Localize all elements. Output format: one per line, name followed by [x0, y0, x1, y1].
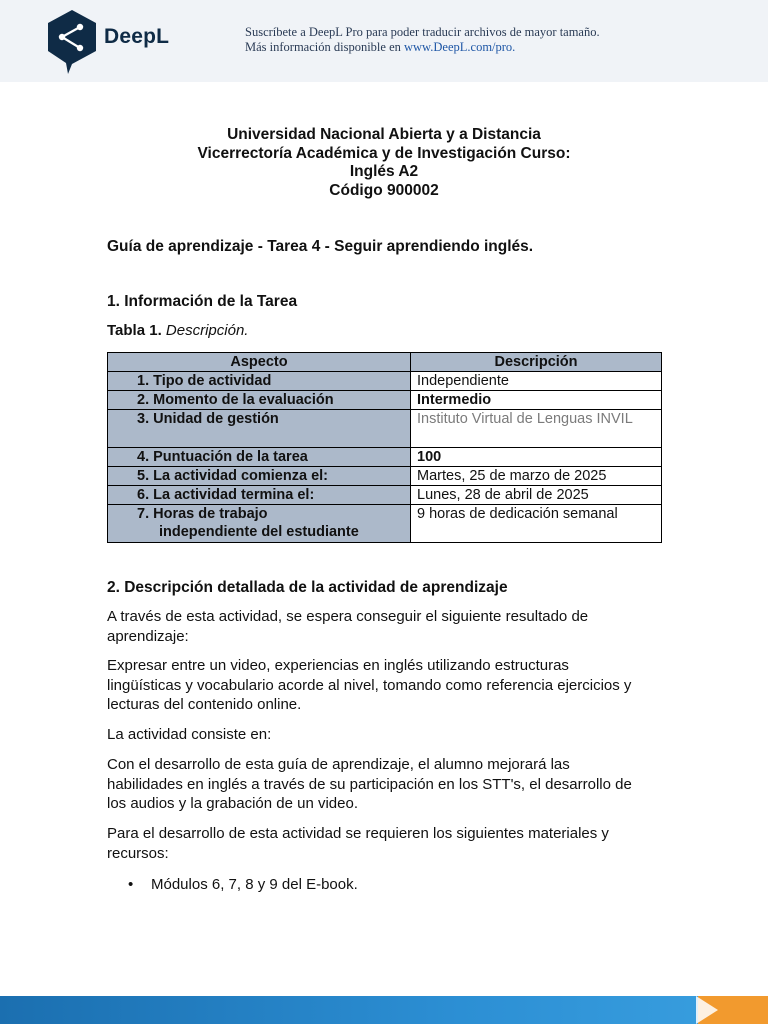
- description-cell: Independiente: [411, 372, 662, 391]
- bullet-icon: •: [128, 876, 134, 893]
- brand-name: DeepL: [104, 25, 170, 48]
- guide-title: Guía de aprendizaje - Tarea 4 - Seguir aprendiendo inglés.: [107, 238, 534, 255]
- course-code: Código 900002: [329, 182, 439, 199]
- promo-text: [245, 25, 600, 55]
- table-row: [108, 372, 662, 391]
- aspect-line-2: independiente del estudiante: [159, 524, 359, 540]
- aspect-cell: 2. Momento de la evaluación: [108, 391, 411, 410]
- aspect-cell: 5. La actividad comienza el:: [108, 467, 411, 486]
- description-cell: Intermedio: [411, 391, 662, 410]
- table-row: [108, 505, 662, 543]
- aspect-line-1: 7. Horas de trabajo: [137, 506, 268, 522]
- promo-link[interactable]: www.DeepL.com/pro.: [404, 40, 516, 54]
- column-header-description: Descripción: [411, 353, 662, 372]
- footer-arrow-shape: [696, 996, 718, 1024]
- task-info-table: [107, 352, 662, 543]
- list-item: [128, 875, 358, 895]
- table-caption: [107, 321, 248, 341]
- paragraph-activity-description: Con el desarrollo de esta guía de aprendizaje, el alumno mejorará las habilidades en inglés a través de su participación en los STT's, el desarrollo de los audios y la grabación de un video.: [107, 756, 632, 812]
- description-cell: Martes, 25 de marzo de 2025: [411, 467, 662, 486]
- course-name: Inglés A2: [349, 163, 419, 180]
- table-row: [108, 391, 662, 410]
- description-cell: [411, 410, 662, 448]
- table-row: [108, 486, 662, 505]
- promo-line-1: Suscríbete a DeepL Pro para poder traducir archivos de mayor tamaño.: [245, 25, 600, 39]
- description-cell: 9 horas de dedicación semanal: [411, 505, 662, 543]
- university-name: Universidad Nacional Abierta y a Distancia: [227, 126, 541, 143]
- table-row: [108, 467, 662, 486]
- promo-line-2: [245, 40, 600, 55]
- paragraph-activity-intro: La actividad consiste en:: [107, 726, 272, 743]
- list-item-text: Módulos 6, 7, 8 y 9 del E-book.: [151, 876, 358, 893]
- aspect-cell: 4. Puntuación de la tarea: [108, 448, 411, 467]
- aspect-cell: 3. Unidad de gestión: [108, 410, 411, 448]
- paragraph-learning-outcome: A través de esta actividad, se espera conseguir el siguiente resultado de aprendizaje:: [107, 608, 589, 645]
- table-caption-text: Descripción.: [165, 322, 249, 339]
- deepl-logo-icon: [44, 8, 100, 74]
- section-1-heading: 1. Información de la Tarea: [107, 293, 298, 310]
- paragraph-materials: Para el desarrollo de esta actividad se requieren los siguientes materiales y recursos:: [107, 825, 609, 862]
- aspect-cell: [108, 505, 411, 543]
- paragraph-expected-result: Expresar entre un video, experiencias en inglés utilizando estructuras lingüísticas y vocabulario acorde al nivel, tomando como referencia ejercicios y lecturas del contenido online.: [107, 657, 632, 713]
- deepl-footer-band: [0, 996, 768, 1024]
- description-cell: Lunes, 28 de abril de 2025: [411, 486, 662, 505]
- column-header-aspect: Aspecto: [108, 353, 411, 372]
- table-row: [108, 448, 662, 467]
- management-unit-text: Instituto Virtual de Lenguas INVIL: [417, 411, 633, 427]
- aspect-cell: 1. Tipo de actividad: [108, 372, 411, 391]
- section-2-heading: 2. Descripción detallada de la actividad de aprendizaje: [107, 579, 508, 596]
- table-header-row: [108, 353, 662, 372]
- promo-prefix: Más información disponible en: [245, 40, 404, 54]
- table-caption-label: Tabla 1.: [107, 322, 162, 339]
- aspect-cell: 6. La actividad termina el:: [108, 486, 411, 505]
- deepl-banner: [0, 0, 768, 82]
- table-row: [108, 410, 662, 448]
- vice-rectorate: Vicerrectoría Académica y de Investigación Curso:: [197, 145, 571, 162]
- description-cell: 100: [411, 448, 662, 467]
